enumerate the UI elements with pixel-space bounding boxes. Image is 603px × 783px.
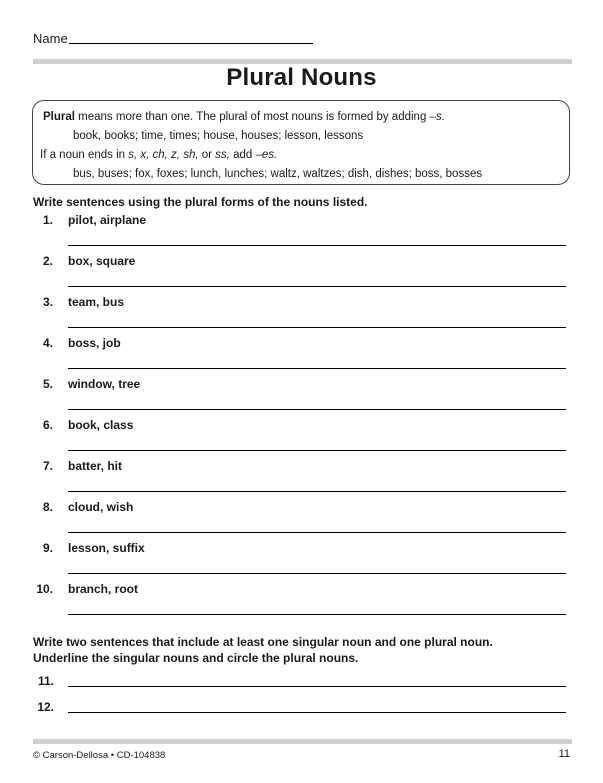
rule-example-1: book, books; time, times; house, houses; lesson, lessons	[73, 130, 364, 142]
item-number: 10.	[36, 582, 53, 596]
condition-intro: If a noun ends in	[40, 149, 129, 161]
answer-line[interactable]	[68, 450, 566, 451]
item-nouns: window, tree	[68, 377, 141, 391]
rule-example-2: bus, buses; fox, foxes; lunch, lunches; waltz, waltzes; dish, dishes; boss, bosses	[73, 168, 483, 180]
item-number: 2.	[42, 254, 53, 268]
rule-condition	[40, 149, 277, 161]
item-number: 9.	[42, 541, 53, 555]
item-nouns: cloud, wish	[68, 500, 134, 514]
answer-line[interactable]	[68, 532, 566, 533]
copyright: © Carson-Dellosa • CD-104838	[33, 750, 166, 761]
rule-box	[32, 100, 570, 185]
item-number: 12.	[37, 700, 54, 714]
part2-instructions	[33, 634, 493, 666]
answer-line[interactable]	[68, 327, 566, 328]
answer-line[interactable]	[68, 286, 566, 287]
part2-line-1: Write two sentences that include at least one singular noun and one plural noun.	[33, 635, 493, 649]
answer-line[interactable]	[68, 573, 566, 574]
item-nouns: team, bus	[68, 295, 125, 309]
rule-definition-text: means more than one. The plural of most nouns is formed by adding	[74, 111, 430, 123]
item-number: 11.	[37, 674, 54, 688]
suffix-es: –es.	[255, 149, 278, 161]
item-nouns: branch, root	[68, 582, 139, 596]
answer-line[interactable]	[68, 368, 566, 369]
part2-line-2: Underline the singular nouns and circle the plural nouns.	[33, 651, 359, 665]
rule-definition	[43, 111, 445, 123]
bottom-divider	[33, 739, 572, 744]
instructions: Write sentences using the plural forms of the nouns listed.	[33, 195, 368, 209]
endings: s, x, ch, z, sh,	[128, 149, 199, 161]
name-label: Name	[33, 31, 68, 46]
answer-line[interactable]	[68, 686, 566, 687]
item-nouns: pilot, airplane	[68, 213, 147, 227]
answer-line[interactable]	[68, 245, 566, 246]
condition-or: or	[198, 149, 216, 161]
item-number: 6.	[42, 418, 53, 432]
suffix-s: –s.	[429, 111, 445, 123]
answer-line[interactable]	[68, 409, 566, 410]
answer-line[interactable]	[68, 614, 566, 615]
page-number: 11	[558, 748, 570, 760]
item-nouns: boss, job	[68, 336, 121, 350]
item-nouns: batter, hit	[68, 459, 123, 473]
condition-add: add	[229, 149, 256, 161]
page-title: Plural Nouns	[226, 64, 377, 91]
name-line[interactable]	[69, 43, 313, 44]
name-row	[33, 31, 293, 47]
item-number: 5.	[42, 377, 53, 391]
item-number: 8.	[42, 500, 53, 514]
answer-line[interactable]	[68, 712, 566, 713]
ending-ss: ss,	[215, 149, 230, 161]
item-number: 7.	[42, 459, 53, 473]
item-number: 4.	[42, 336, 53, 350]
item-number: 3.	[42, 295, 53, 309]
answer-line[interactable]	[68, 491, 566, 492]
item-nouns: book, class	[68, 418, 134, 432]
rule-term: Plural	[43, 111, 75, 123]
item-number: 1.	[42, 213, 53, 227]
item-nouns: lesson, suffix	[68, 541, 145, 555]
item-nouns: box, square	[68, 254, 136, 268]
